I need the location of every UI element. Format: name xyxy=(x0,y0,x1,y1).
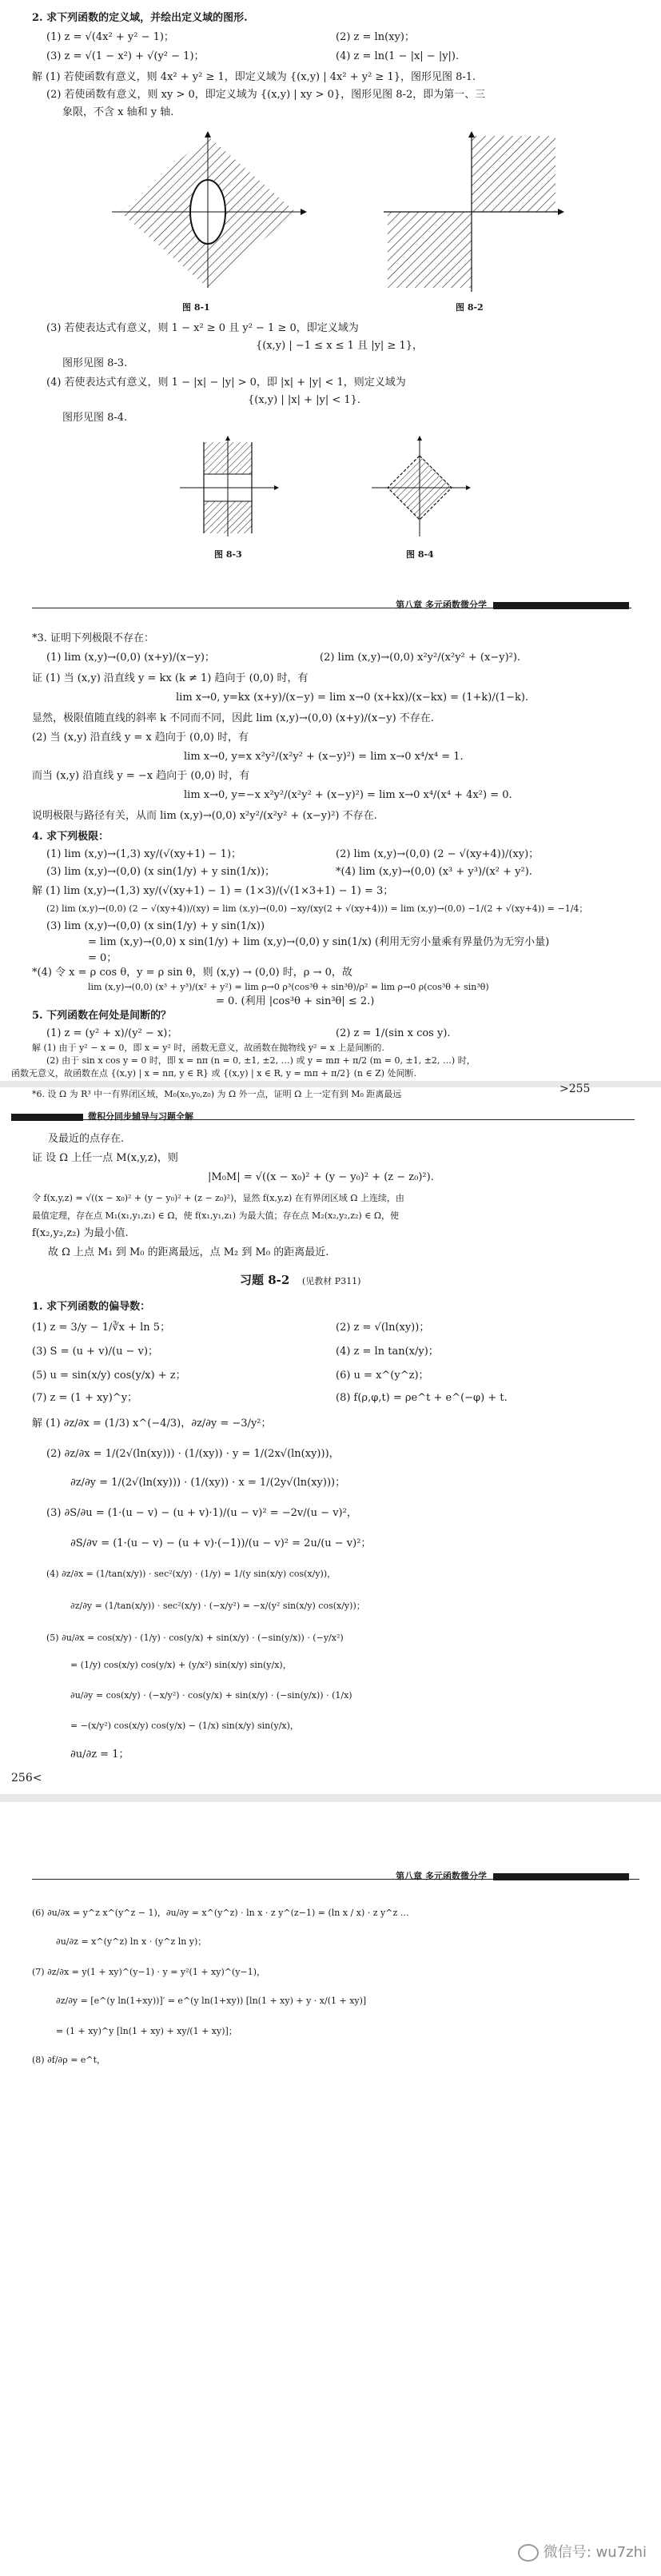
text-line: (2) lim (x,y)→(0,0) (2 − √(xy+4))/(xy) = lim (x,y)→(0,0) −xy/(xy(2 + √(xy+4))) = lim (x,y)→(0,0) −1/(2 + √(xy+4)) = −1/4； xyxy=(46,903,588,914)
text-line: 解 (1) 若使函数有意义，则 4x² + y² ≥ 1，即定义域为 {(x,y) | 4x² + y² ≥ 1}，图形见图 8-1. xyxy=(32,71,476,83)
text-line: 4. 求下列极限： xyxy=(32,831,110,843)
text-line: 证 设 Ω 上任一点 M(x,y,z)，则 xyxy=(32,1152,178,1164)
text-line: (2) z = √(ln(xy))； xyxy=(336,1322,430,1334)
text-line: 及最近的点存在. xyxy=(48,1133,125,1145)
wechat-icon xyxy=(518,2544,539,2562)
text-line: (7) z = (1 + xy)^y； xyxy=(32,1392,138,1404)
text-line: (4) z = ln(1 − |x| − |y|). xyxy=(336,50,460,62)
header-bar xyxy=(493,602,629,609)
text-line: (2) lim (x,y)→(0,0) (2 − √(xy+4))/(xy)； xyxy=(336,848,540,860)
text-line: 1. 求下列函数的偏导数： xyxy=(32,1301,151,1313)
text-line: (7) ∂z/∂x = y(1 + xy)^(y−1) · y = y²(1 + xy)^(y−1)， xyxy=(32,1967,265,1977)
page-1 xyxy=(0,0,661,1031)
text-line: 图形见图 8-4. xyxy=(62,412,128,424)
text-line: *3. 证明下列极限不存在： xyxy=(32,632,155,644)
text-line: 解 (1) ∂z/∂x = (1/3) x^(−4/3)，∂z/∂y = −3/y²； xyxy=(32,1418,272,1430)
text-line: 令 f(x,y,z) = √((x − x₀)² + (y − y₀)² + (z − z₀)²)，显然 f(x,y,z) 在有界闭区域 Ω 上连续，由 xyxy=(32,1193,404,1203)
text-line: 象限，不含 x 轴和 y 轴. xyxy=(62,106,174,118)
text-line: *(4) 令 x = ρ cos θ，y = ρ sin θ，则 (x,y) → (0,0) 时，ρ → 0，故 xyxy=(32,967,352,979)
text-line: ∂S/∂v = (1·(u − v) − (u + v)·(−1))/(u − v)² = 2u/(u − v)²； xyxy=(70,1537,372,1549)
text-line: = 0. (利用 |cos³θ + sin³θ| ≤ 2.) xyxy=(216,995,375,1007)
figure-caption: 图 8-2 xyxy=(456,302,484,313)
chapter-header xyxy=(396,1869,629,1882)
figure-8-2 xyxy=(376,128,567,296)
text-line: 解 (1) 由于 y² − x = 0，即 x = y² 时，函数无意义，故函数在抛物线 y² = x 上是间断的. xyxy=(32,1043,384,1053)
text-line: {(x,y) | −1 ≤ x ≤ 1 且 |y| ≥ 1}， xyxy=(256,340,424,352)
text-line: (2) ∂z/∂x = 1/(2√(ln(xy))) · (1/(xy)) · y = 1/(2x√(ln(xy)))， xyxy=(46,1448,340,1460)
text-line: *6. 设 Ω 为 R³ 中一有界闭区域，M₀(x₀,y₀,z₀) 为 Ω 外一点，证明 Ω 上一定有到 M₀ 距离最远 xyxy=(32,1089,402,1099)
figure-caption: 图 8-3 xyxy=(214,549,242,560)
text-line: (4) ∂z/∂x = (1/tan(x/y)) · sec²(x/y) · (1/y) = 1/(y sin(x/y) cos(x/y))， xyxy=(46,1569,336,1579)
text-line: (3) lim (x,y)→(0,0) (x sin(1/y) + y sin(1/x)) xyxy=(46,920,265,932)
text-line: (5) u = sin(x/y) cos(y/x) + z； xyxy=(32,1370,186,1382)
figure-caption: 图 8-4 xyxy=(406,549,434,560)
text-line: (4) 若使表达式有意义，则 1 − |x| − |y| > 0，即 |x| + |y| < 1，则定义域为 xyxy=(46,377,406,389)
text-line: lim x→0, y=x x²y²/(x²y² + (x−y)²) = lim x→0 x⁴/x⁴ = 1. xyxy=(184,751,464,763)
chapter-title: 第八章 多元函数微分学 xyxy=(396,1871,487,1881)
page-3 xyxy=(0,1802,661,2576)
text-line: ∂z/∂y = (1/tan(x/y)) · sec²(x/y) · (−x/y²) = −x/(y² sin(x/y) cos(x/y))； xyxy=(70,1601,365,1611)
header-bar xyxy=(11,1114,83,1121)
text-line: 图形见图 8-3. xyxy=(62,357,128,369)
watermark-text: 微信号: wu7zhi xyxy=(543,2544,647,2561)
text-line: ∂u/∂z = 1； xyxy=(70,1749,129,1761)
chapter-header xyxy=(396,598,629,611)
text-line: = (1 + xy)^y [ln(1 + xy) + xy/(1 + xy)]； xyxy=(56,2026,237,2036)
text-line: |M₀M| = √((x − x₀)² + (y − y₀)² + (z − z₀)²). xyxy=(208,1171,434,1183)
text-line: (2) z = ln(xy)； xyxy=(336,31,415,43)
book-header xyxy=(11,1110,193,1123)
text-line: (3) 若使表达式有意义，则 1 − x² ≥ 0 且 y² − 1 ≥ 0，即定义域为 xyxy=(46,322,359,334)
book-title: 微积分同步辅导与习题全解 xyxy=(88,1111,193,1122)
text-line: 函数无意义，故函数在点 {(x,y) | x = nπ, y ∈ R} 或 {(x,y) | x ∈ R, y = mπ + π/2} (n ∈ Z) 处间断. xyxy=(11,1068,417,1079)
text-line: ∂z/∂y = [e^(y ln(1+xy))]′ = e^(y ln(1+xy)) [ln(1 + xy) + y · x/(1 + xy)] xyxy=(56,1996,367,2006)
text-line: (6) u = x^(y^z)； xyxy=(336,1370,429,1382)
figure-8-1 xyxy=(104,128,312,296)
text-line: (3) ∂S/∂u = (1·(u − v) − (u + v)·1)/(u − v)² = −2v/(u − v)²， xyxy=(46,1507,357,1519)
text-line: = lim (x,y)→(0,0) x sin(1/y) + lim (x,y)→(0,0) y sin(1/x) (利用无穷小量乘有界量仍为无穷小量) xyxy=(88,936,550,948)
text-line: (1) z = √(4x² + y² − 1)； xyxy=(46,31,174,43)
text-line: (1) z = (y² + x)/(y² − x)； xyxy=(46,1027,178,1039)
text-line: 说明极限与路径有关，从而 lim (x,y)→(0,0) x²y²/(x²y² + (x−y)²) 不存在. xyxy=(32,810,377,822)
text-line: (4) z = ln tan(x/y)； xyxy=(336,1346,439,1358)
text-line: (2) 当 (x,y) 沿直线 y = x 趋向于 (0,0) 时，有 xyxy=(32,732,249,744)
header-bar xyxy=(493,1873,629,1880)
text-line: ∂u/∂z = x^(y^z) ln x · (y^z ln y)； xyxy=(56,1936,207,1947)
text-line: ∂u/∂y = cos(x/y) · (−x/y²) · cos(y/x) + sin(x/y) · (−sin(y/x)) · (1/x) xyxy=(70,1690,352,1701)
text-line: (8) f(ρ,φ,t) = ρe^t + e^(−φ) + t. xyxy=(336,1392,508,1404)
text-line: (3) S = (u + v)/(u − v)； xyxy=(32,1346,159,1358)
text-line: (2) 由于 sin x cos y = 0 时，即 x = nπ (n = 0, ±1, ±2, …) 或 y = mπ + π/2 (m = 0, ±1, ±2, …) 时， xyxy=(46,1055,476,1066)
text-line: (8) ∂f/∂ρ = e^t， xyxy=(32,2055,106,2065)
text-line: (5) ∂u/∂x = cos(x/y) · (1/y) · cos(y/x) + sin(x/y) · (−sin(y/x)) · (−y/x²) xyxy=(46,1633,344,1643)
text-line: f(x₂,y₂,z₂) 为最小值. xyxy=(32,1227,129,1239)
text-line: *(4) lim (x,y)→(0,0) (x³ + y³)/(x² + y²). xyxy=(336,866,532,878)
text-line: (3) z = √(1 − x²) + √(y² − 1)； xyxy=(46,50,205,62)
text-line: (2) lim (x,y)→(0,0) x²y²/(x²y² + (x−y)²). xyxy=(320,652,521,664)
text-line: (3) lim (x,y)→(0,0) (x sin(1/y) + y sin(1/x))； xyxy=(46,866,276,878)
page-1-continued xyxy=(0,1027,661,1087)
section-title: 习题 8-2 xyxy=(240,1273,290,1287)
text-line: 解 (1) lim (x,y)→(1,3) xy/(√(xy+1) − 1) = (1×3)/(√(1×3+1) − 1) = 3； xyxy=(32,885,394,897)
text-line: = −(x/y²) cos(x/y) cos(y/x) − (1/x) sin(x/y) sin(y/x)， xyxy=(70,1721,299,1731)
text-line: {(x,y) | |x| + |y| < 1}. xyxy=(248,394,361,406)
text-line: = (1/y) cos(x/y) cos(y/x) + (y/x²) sin(x/y) sin(y/x)， xyxy=(70,1660,292,1670)
text-line: (1) lim (x,y)→(0,0) (x+y)/(x−y)； xyxy=(46,652,215,664)
text-line: lim x→0, y=kx (x+y)/(x−y) = lim x→0 (x+kx)/(x−kx) = (1+k)/(1−k). xyxy=(176,692,529,704)
text-line: 最值定理，存在点 M₁(x₁,y₁,z₁) ∈ Ω，使 f(x₁,y₁,z₁) 为最大值；存在点 M₂(x₂,y₂,z₂) ∈ Ω，使 xyxy=(32,1210,399,1221)
text-line: (6) ∂u/∂x = y^z x^(y^z − 1)，∂u/∂y = x^(y^z) · ln x · z y^(z−1) = (ln x / x) · z y^z … xyxy=(32,1908,409,1918)
text-line: 证 (1) 当 (x,y) 沿直线 y = kx (k ≠ 1) 趋向于 (0,0) 时，有 xyxy=(32,672,309,684)
chapter-title: 第八章 多元函数微分学 xyxy=(396,600,487,610)
text-line: 2. 求下列函数的定义域，并绘出定义域的图形. xyxy=(32,12,248,24)
watermark xyxy=(518,2541,647,2562)
text-line: 5. 下列函数在何处是间断的？ xyxy=(32,1010,172,1022)
text-line: (2) z = 1/(sin x cos y). xyxy=(336,1027,451,1039)
page-gap xyxy=(0,1794,661,1802)
text-line: lim x→0, y=−x x²y²/(x²y² + (x−y)²) = lim x→0 x⁴/(x⁴ + 4x²) = 0. xyxy=(184,789,512,801)
figure-caption: 图 8-1 xyxy=(182,302,210,313)
page-number: 256< xyxy=(11,1772,42,1784)
text-line: (1) lim (x,y)→(1,3) xy/(√(xy+1) − 1)； xyxy=(46,848,242,860)
figure-8-3 xyxy=(172,436,284,540)
text-line: ∂z/∂y = 1/(2√(ln(xy))) · (1/(xy)) · x = 1/(2y√(ln(xy)))； xyxy=(70,1477,346,1489)
section-ref: (见教材 P311) xyxy=(302,1276,361,1286)
figure-8-4 xyxy=(364,436,476,540)
text-line: 故 Ω 上点 M₁ 到 M₀ 的距离最远，点 M₂ 到 M₀ 的距离最近. xyxy=(48,1246,329,1258)
text-line: (2) 若使函数有意义，则 xy > 0，即定义域为 {(x,y) | xy > 0}，图形见图 8-2，即为第一、三 xyxy=(46,89,486,101)
text-line: lim (x,y)→(0,0) (x³ + y³)/(x² + y²) = lim ρ→0 ρ³(cos³θ + sin³θ)/ρ² = lim ρ→0 ρ(cos³θ + sin³θ) xyxy=(88,982,489,992)
text-line: (1) z = 3/y − 1/∛x + ln 5； xyxy=(32,1322,171,1334)
text-line: = 0； xyxy=(88,952,117,964)
text-line: 而当 (x,y) 沿直线 y = −x 趋向于 (0,0) 时，有 xyxy=(32,770,250,782)
page-number: >255 xyxy=(559,1083,591,1095)
text-line: 显然，极限值随直线的斜率 k 不同而不同，因此 lim (x,y)→(0,0) (x+y)/(x−y) 不存在. xyxy=(32,712,434,724)
